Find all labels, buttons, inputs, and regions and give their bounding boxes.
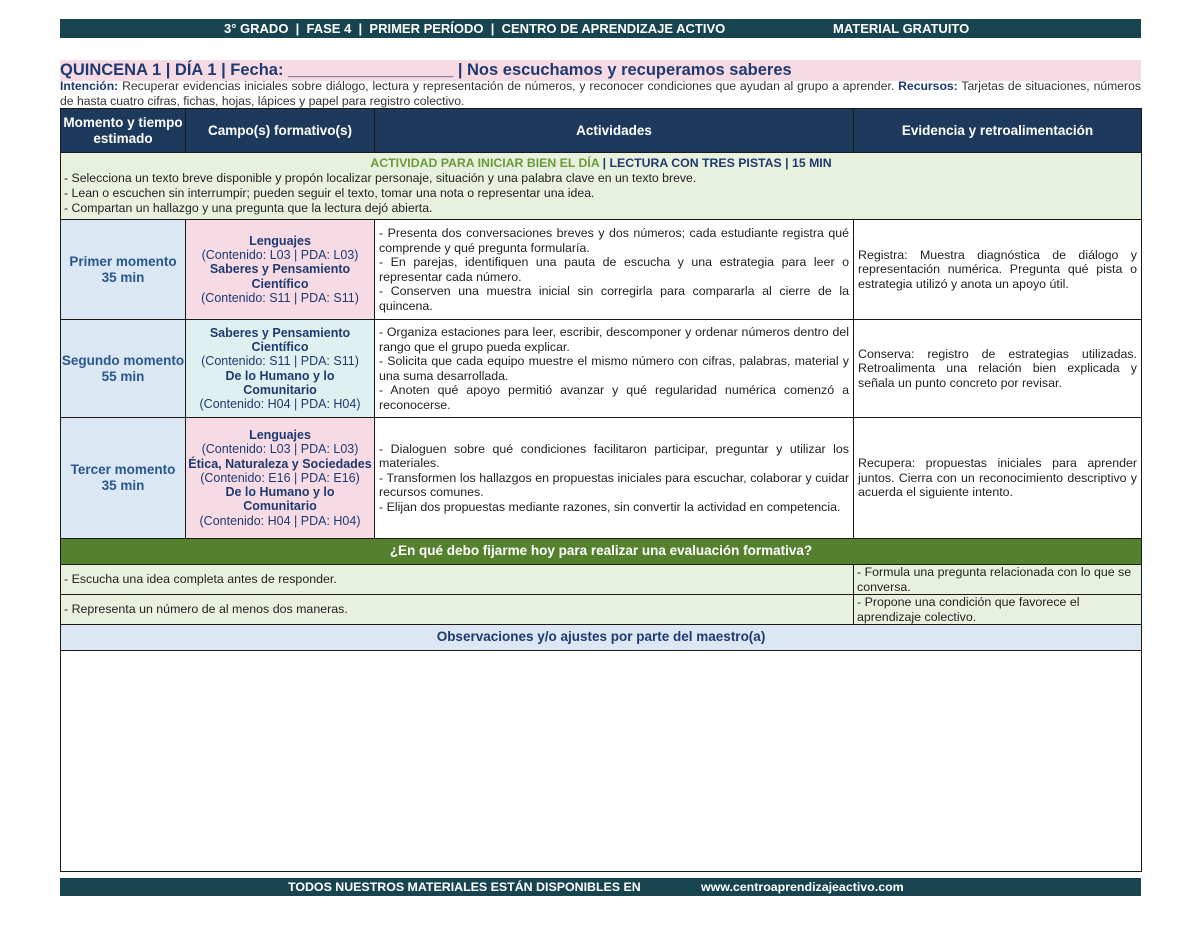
moment-time: 35 min: [101, 269, 145, 285]
evaluation-item: - Formula una pregunta relacionada con lo que se conversa.: [854, 565, 1142, 595]
evidence-cell: [854, 320, 1142, 418]
campo-content: (Contenido: S11 | PDA: S11): [201, 354, 359, 369]
plan-table: [60, 108, 1142, 872]
start-activity-line: - Lean o escuchen sin interrumpir; pueden seguir el texto, tomar una nota o representar una idea.: [64, 186, 595, 200]
moment-cell: [61, 320, 186, 418]
activity-line: - Elijan dos propuestas mediante razones, sin convertir la actividad en competencia.: [379, 499, 841, 514]
start-activity-cell: [61, 153, 1142, 220]
campo-field: Ética, Naturaleza y Sociedades: [188, 456, 372, 471]
resources-text: Tarjetas de situaciones, números de hasta cuatro cifras, fichas, hojas, lápices y papel para registro colectivo.: [60, 79, 1141, 108]
evaluation-item: - Propone una condición que favorece el aprendizaje colectivo.: [854, 595, 1142, 625]
table-header-row: [61, 109, 1142, 153]
footer-text: TODOS NUESTROS MATERIALES ESTÁN DISPONIBLES EN: [288, 880, 641, 894]
evaluation-title-row: [61, 539, 1142, 565]
activity-line: - Dialoguen sobre qué condiciones facilitaron participar, preguntar y utilizar los materiales.: [379, 441, 849, 471]
banner-left-text: 3° GRADO | FASE 4 | PRIMER PERÍODO | CENTRO DE APRENDIZAJE ACTIVO: [224, 21, 726, 36]
start-activity-line: - Selecciona un texto breve disponible y propón localizar personaje, situación y una palabra clave en un texto breve.: [64, 171, 697, 185]
intent-paragraph: [60, 79, 1141, 109]
page-title: QUINCENA 1 | DÍA 1 | Fecha: __________________ | Nos escuchamos y recuperamos saberes: [60, 61, 792, 79]
campo-content: (Contenido: L03 | PDA: L03): [201, 248, 359, 263]
moment-row-1: [61, 220, 1142, 320]
campo-content: (Contenido: S11 | PDA: S11): [201, 290, 359, 305]
header-evidence: Evidencia y retroalimentación: [854, 109, 1142, 153]
banner-right-text: MATERIAL GRATUITO: [833, 21, 970, 36]
resources-label: Recursos:: [898, 79, 958, 93]
activity-line: - Solicita que cada equipo muestre el mismo número con cifras, palabras, material y una suma desarrollada.: [379, 354, 849, 383]
campo-content: (Contenido: H04 | PDA: H04): [199, 513, 361, 528]
activity-line: - En parejas, identifiquen una pauta de escucha y una estrategia para leer o representar cada número.: [379, 255, 849, 284]
evaluation-row-1: [61, 565, 1142, 595]
start-activity-title: [64, 156, 1138, 171]
header-campo: Campo(s) formativo(s): [186, 109, 375, 153]
moment-name: Primer momento: [69, 253, 177, 269]
campo-cell: [186, 220, 375, 320]
intent-text: Recuperar evidencias iniciales sobre diálogo, lectura y representación de números, y reconocer condiciones que ayudan al grupo a aprender.: [118, 79, 899, 93]
activity-line: - Presenta dos conversaciones breves y dos números; cada estudiante registra qué comprende y qué pregunta formularía.: [379, 226, 849, 255]
observations-title-row: [61, 625, 1142, 651]
evaluation-title: ¿En qué debo fijarme hoy para realizar una evaluación formativa?: [61, 539, 1142, 565]
start-activity-line: - Compartan un hallazgo y una pregunta que la lectura dejó abierta.: [64, 201, 433, 215]
observations-title: Observaciones y/o ajustes por parte del maestro(a): [61, 625, 1142, 651]
campo-content: (Contenido: L03 | PDA: L03): [201, 442, 359, 457]
header-moment: Momento y tiempo estimado: [61, 109, 186, 153]
bottom-banner: [60, 878, 1141, 896]
start-activity-title-green: ACTIVIDAD PARA INICIAR BIEN EL DÍA: [370, 156, 600, 170]
activities-cell: [375, 220, 854, 320]
evidence-cell: [854, 220, 1142, 320]
moment-name: Tercer momento: [70, 462, 176, 477]
campo-field: De lo Humano y lo Comunitario: [225, 368, 335, 397]
observations-body[interactable]: [61, 651, 1142, 872]
moment-time: 55 min: [101, 368, 145, 384]
evaluation-item: - Escucha una idea completa antes de responder.: [61, 565, 854, 595]
moment-row-2: [61, 320, 1142, 418]
campo-field: Saberes y Pensamiento Científico: [209, 262, 351, 291]
campo-field: Saberes y Pensamiento Científico: [209, 325, 351, 354]
header-activities: Actividades: [375, 109, 854, 153]
activity-line: - Organiza estaciones para leer, escribir, descomponer y ordenar números dentro del rango que el grupo pueda explicar.: [379, 325, 849, 354]
evaluation-item: - Representa un número de al menos dos maneras.: [61, 595, 854, 625]
page-title-bar: [60, 60, 1141, 81]
start-activity-row: [61, 153, 1142, 220]
footer-url[interactable]: www.centroaprendizajeactivo.com: [701, 880, 904, 894]
activity-line: - Conserven una muestra inicial sin corregirla para compararla al cierre de la quincena.: [379, 284, 849, 313]
evidence-cell: [854, 418, 1142, 539]
campo-cell: [186, 320, 375, 418]
moment-row-3: [61, 418, 1142, 539]
activity-line: - Transformen los hallazgos en propuestas iniciales para escuchar, colaborar y cuidar recursos comunes.: [379, 470, 849, 500]
moment-cell: [61, 418, 186, 539]
campo-content: (Contenido: H04 | PDA: H04): [199, 397, 361, 412]
evidence-text: Recupera: propuestas iniciales para aprender juntos. Cierra con un reconocimiento descriptivo y acuerda el siguiente intento.: [858, 456, 1137, 500]
activities-cell: [375, 418, 854, 539]
moment-name: Segundo momento: [61, 352, 185, 368]
evidence-text: Registra: Muestra diagnóstica de diálogo y representación numérica. Pregunta qué pista o estrategia utilizó y anota un apoyo útil.: [858, 247, 1137, 291]
observations-body-row: [61, 651, 1142, 872]
campo-cell: [186, 418, 375, 539]
campo-content: (Contenido: E16 | PDA: E16): [200, 470, 360, 485]
top-banner: [60, 19, 1141, 38]
campo-field: Lenguajes: [249, 427, 311, 442]
moment-time: 35 min: [101, 478, 145, 493]
intent-label: Intención:: [60, 79, 119, 93]
evidence-text: Conserva: registro de estrategias utilizadas. Retroalimenta una relación bien explicada y señala un punto concreto por revisar.: [858, 346, 1137, 390]
activities-cell: [375, 320, 854, 418]
campo-field: Lenguajes: [249, 233, 311, 248]
evaluation-row-2: [61, 595, 1142, 625]
campo-field: De lo Humano y lo Comunitario: [225, 485, 335, 514]
activity-line: - Anoten qué apoyo permitió avanzar y qué regularidad numérica comenzó a reconocerse.: [379, 383, 849, 412]
moment-cell: [61, 220, 186, 320]
start-activity-title-dark: | LECTURA CON TRES PISTAS | 15 MIN: [599, 156, 832, 170]
